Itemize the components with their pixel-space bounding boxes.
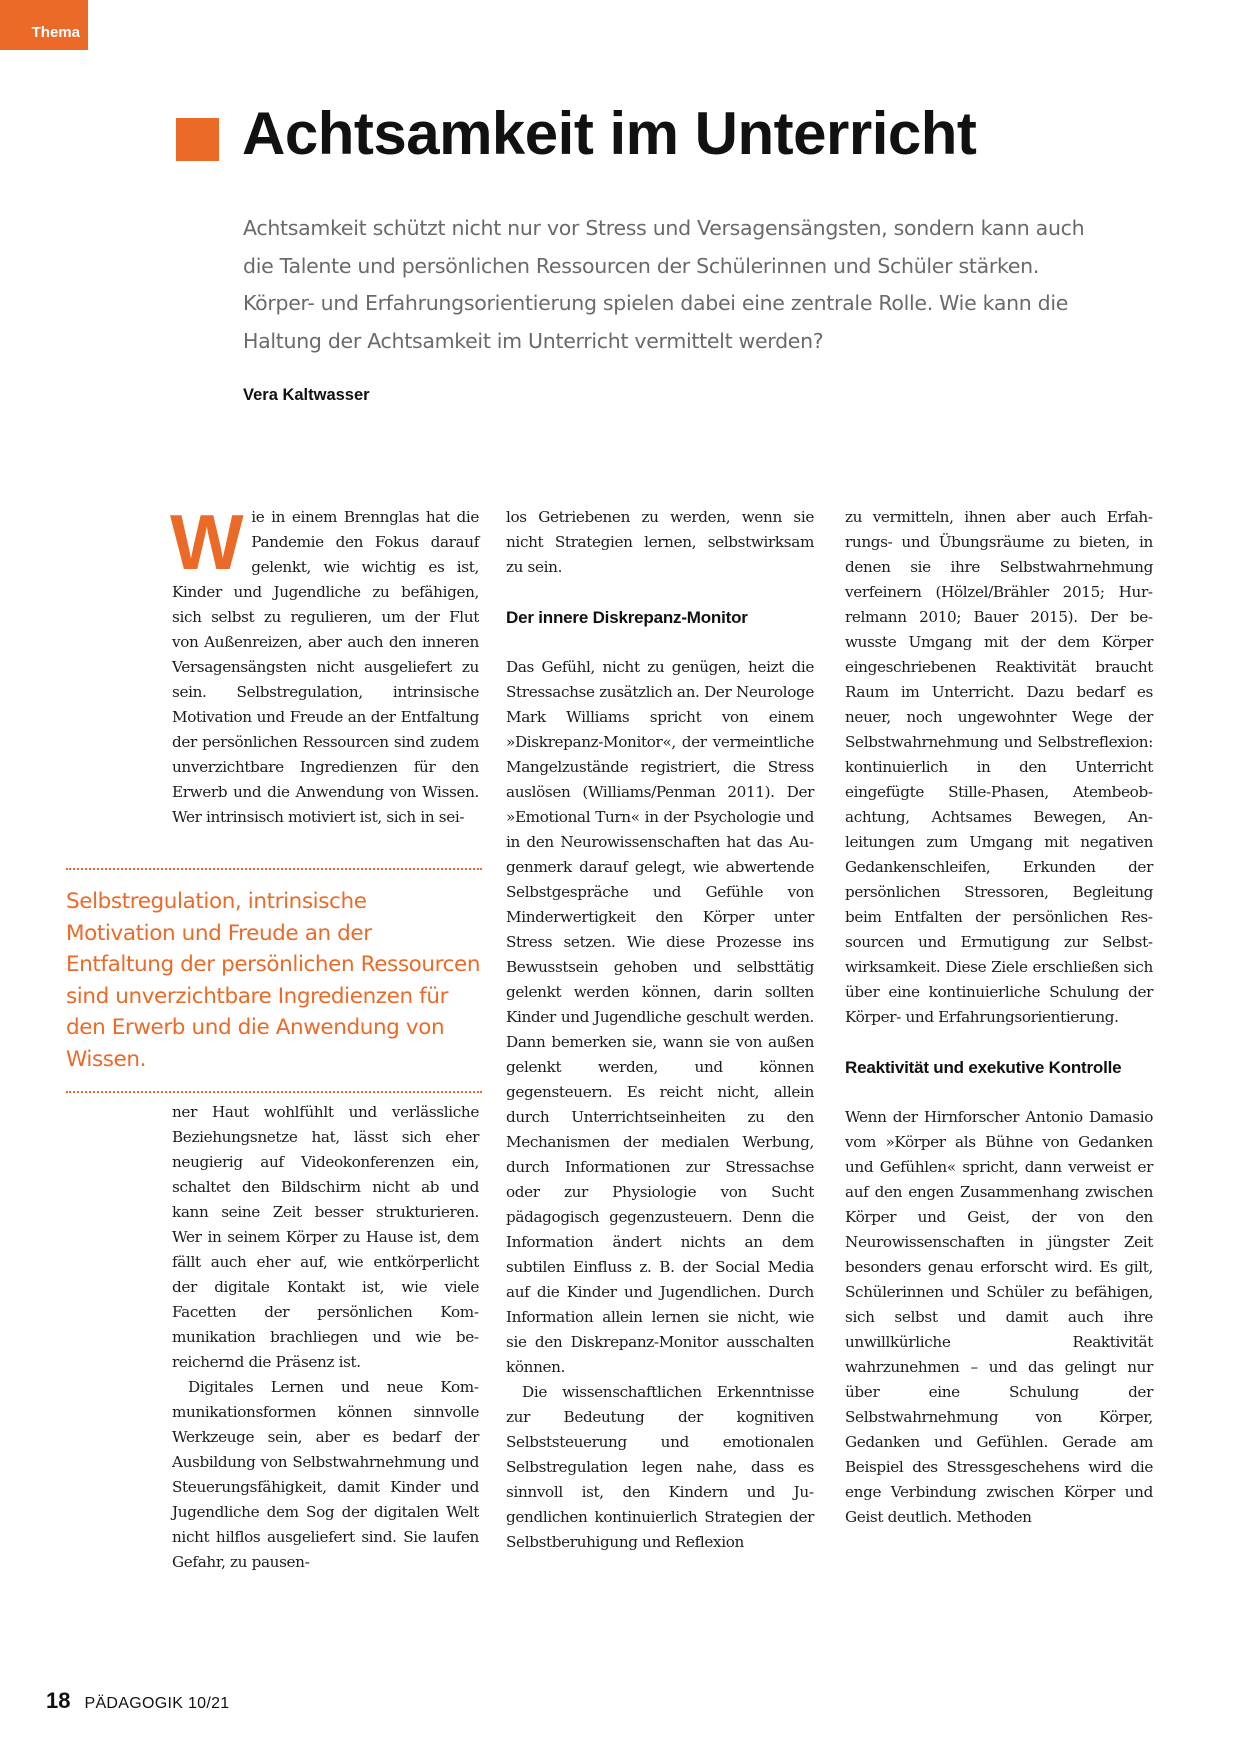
section-tag bbox=[0, 0, 88, 50]
article-lead: Achtsamkeit schützt nicht nur vor Stress und Versagensängsten, sondern kann auch die Talente und persönlichen Ressourcen der Schülerinnen und Schüler stärken. Körper- und Erfahrungsorientierung spielen dabei eine zentrale Rolle. Wie kann die Haltung der Achtsamkeit im Unterricht vermittelt werden? bbox=[243, 216, 1085, 353]
pull-quote bbox=[66, 868, 482, 1093]
page-number: 18 bbox=[46, 1688, 71, 1713]
article-title: Achtsamkeit im Unterricht bbox=[242, 100, 977, 167]
paragraph: Digitales Lernen und neue Kommunikationsformen können sinnvolle Werkzeuge sein, aber es bedarf der Ausbildung von Selbstwahrnehmung und Steuerungsfähigkeit, damit Kinder und Jugendliche dem Sog der digitalen Welt nicht hilflos ausgeliefert sind. Sie laufen Gefahr, zu pausen- bbox=[172, 1378, 479, 1571]
section-tag-label: Thema bbox=[31, 24, 80, 41]
subheading: Der innere Diskrepanz-Monitor bbox=[506, 608, 748, 627]
column-1-continued bbox=[172, 1100, 479, 1575]
paragraph: Die wissenschaftlichen Erkenntnisse zur Bedeutung der kognitiven Selbststeuerung und emotionalen Selbstregulation legen nahe, dass es sinnvoll ist, den Kindern und Jugendlichen kontinuierlich Strategien der Selbstberuhigung und Reflexion bbox=[506, 1383, 814, 1551]
paragraph: Wie in einem Brennglas hat die Pandemie den Fokus darauf gelenkt, wie wichtig es ist, Kinder und Jugendliche zu befähigen, sich selbst zu regulieren, um der Flut von Außenreizen, aber auch den inneren Versagensängsten nicht ausgeliefert zu sein. Selbstregulation, intrinsische Motivation und Freude an der Entfaltung der persönlichen Ressourcen sind zudem unverzichtbare Ingredienzen für den Erwerb und die Anwendung von Wissen. Wer intrinsisch motiviert ist, sich in sei- bbox=[170, 498, 479, 826]
article-header bbox=[176, 100, 977, 167]
paragraph: Wenn der Hirnforscher Antonio Damasio vom »Körper als Bühne von Gedanken und Gefühlen« spricht, dann verweist er auf den engen Zusammenhang zwischen Körper und Geist, der von den Neurowissenschaften in jüngster Zeit besonders genau erforscht wird. Es gilt, Schülerinnen und Schüler zu befähigen, sich selbst und damit auch ihre unwillkürliche Reaktivität wahrzunehmen – und das gelingt nur über eine Schulung der Selbstwahrnehmung von Körper, Gedanken und Gefühlen. Gerade am Beispiel des Stressgeschehens wird die enge Verbindung zwischen Körper und Geist deutlich. Methoden bbox=[845, 1108, 1153, 1526]
subheading: Reaktivität und exekutive Kontrolle bbox=[845, 1058, 1122, 1077]
page-footer bbox=[46, 1688, 230, 1714]
paragraph: zu vermitteln, ihnen aber auch Erfahrungs- und Übungsräume zu bieten, in denen sie ihre Selbstwahrnehmung verfeinern (Hölzel/Brähler 2015; Hurrelmann 2010; Bauer 2015). Der bewusste Umgang mit der dem Körper eingeschriebenen Reaktivität braucht Raum im Unterricht. Dazu bedarf es neuer, noch ungewohnter Wege der Selbstwahrnehmung und Selbstreflexion: kontinuierlich in den Unterricht eingefügte Stille-Phasen, Atembeobachtung, Achtsames Bewegen, Anleitungen zum Umgang mit negativen Gedankenschleifen, Erkunden der persönlichen Stressoren, Begleitung beim Entfalten der persönlichen Ressourcen und Ermutigung zur Selbstwirksamkeit. Diese Ziele erschließen sich über eine kontinuierliche Schulung der Körper- und Erfahrungsorientierung. bbox=[845, 508, 1153, 1026]
pull-quote-text: Selbstregulation, intrinsische Motivation und Freude an der Entfaltung der persönlichen Ressourcen sind unverzichtbare Ingredienzen für den Erwerb und die Anwendung von Wissen. bbox=[66, 889, 481, 1072]
column-3 bbox=[845, 505, 1153, 1530]
column-1 bbox=[170, 498, 479, 830]
magazine-issue: PÄDAGOGIK 10/21 bbox=[84, 1695, 230, 1712]
author-name: Vera Kaltwasser bbox=[243, 386, 370, 404]
dropcap: W bbox=[170, 498, 244, 586]
column-2 bbox=[506, 505, 814, 1555]
paragraph: ner Haut wohlfühlt und verlässliche Beziehungsnetze hat, lässt sich eher neugierig auf Videokonferenzen ein, schaltet den Bildschirm nicht ab und kann seine Zeit besser strukturieren. Wer in seinem Körper zu Hause ist, dem fällt auch eher auf, wie entkörperlicht der digitale Kontakt ist, wie viele Facetten der persönlichen Kommunikation brachliegen und wie bereichernd die Präsenz ist. bbox=[172, 1103, 479, 1371]
title-square-icon bbox=[176, 118, 219, 161]
paragraph: Das Gefühl, nicht zu genügen, heizt die Stressachse zusätzlich an. Der Neurologe Mark Williams spricht von einem »Diskrepanz-Monitor«, der vermeintliche Mangelzustände registriert, die Stress auslösen (Williams/Penman 2011). Der »Emotional Turn« in der Psychologie und in den Neurowissenschaften hat das Augenmerk darauf gelegt, wie abwertende Selbstgespräche und Gefühle von Minderwertigkeit den Körper unter Stress setzen. Wie diese Prozesse ins Bewusstsein gehoben und selbsttätig gelenkt werden können, darin sollten Kinder und Jugendliche geschult werden. Dann bemerken sie, wann sie von außen gelenkt werden, und können gegensteuern. Es reicht nicht, allein durch Unterrichtseinheiten zu den Mechanismen der medialen Werbung, durch Informationen zur Stressachse oder zur Physiologie von Sucht pädagogisch gegenzusteuern. Denn die Information ändert nichts an dem subtilen Einfluss z. B. der Social Media auf die Kinder und Jugendlichen. Durch Information allein lernen sie nicht, wie sie den Diskrepanz-Monitor ausschalten können. bbox=[506, 658, 814, 1376]
paragraph: los Getriebenen zu werden, wenn sie nicht Strategien lernen, selbstwirksam zu sein. bbox=[506, 508, 814, 576]
